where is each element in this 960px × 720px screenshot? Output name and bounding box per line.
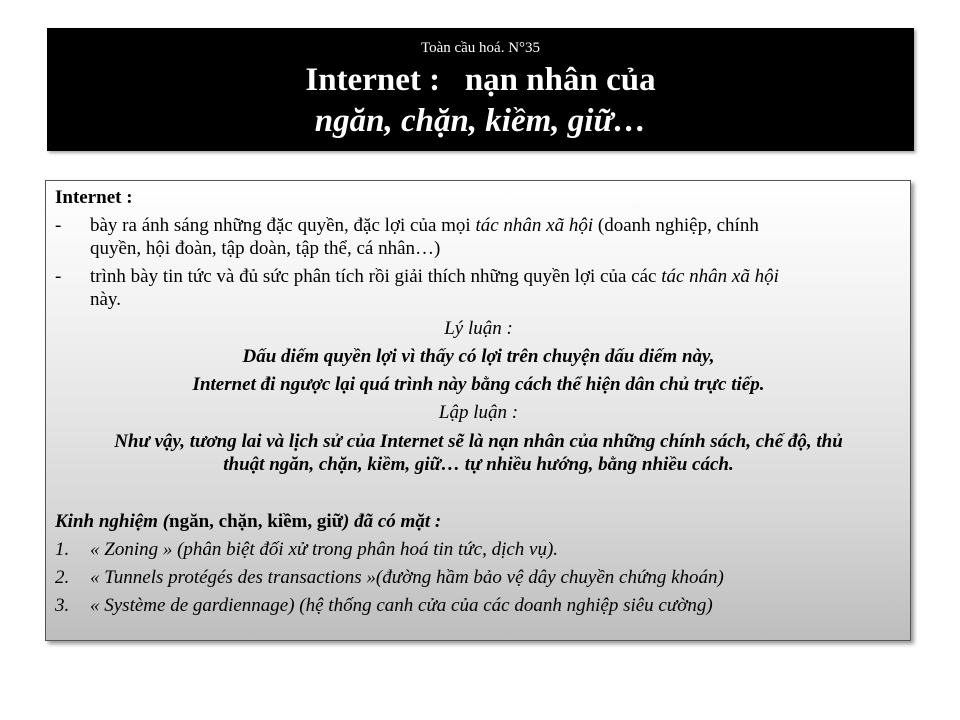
bullet-2-line-2: này. [90,289,121,310]
argument-line-2: thuật ngăn, chặn, kiềm, giữ… tự nhiều hướng, bằng nhiều cách. [223,454,734,475]
bullet-marker: - [55,266,62,287]
argument-line-1: Như vậy, tương lai và lịch sử của Internet sẽ là nạn nhân của những chính sách, chế độ, thủ [114,431,843,452]
experience-text-a: Kinh nghiệm ( [55,511,170,532]
reasoning-label: Lý luận : [444,318,513,339]
experience-text-c: ) đã có mặt : [343,511,442,532]
content-panel [45,180,911,641]
numbered-item-2: « Tunnels protégés des transactions »(đường hầm bảo vệ dây chuyền chứng khoán) [90,567,724,588]
numbered-marker: 3. [55,595,70,616]
experience-text-b: ngăn, chặn, kiềm, giữ [169,511,344,532]
experience-heading [55,510,902,533]
reasoning-line-2: Internet đi ngược lại quá trình này bằng cách thể hiện dân chủ trực tiếp. [192,374,765,395]
bullet-1-text-a: bày ra ánh sáng những đặc quyền, đặc lợi của mọi [90,215,476,236]
numbered-item-1: « Zoning » (phân biệt đối xử trong phân hoá tin tức, dịch vụ). [90,539,559,560]
numbered-marker: 1. [55,539,70,560]
bullet-2-line-1 [90,265,902,288]
numbered-marker: 2. [55,567,70,588]
bullet-1-emphasis: tác nhân xã hội [475,215,594,236]
bullet-2-text-a: trình bày tin tức và đủ sức phân tích rồi giải thích những quyền lợi của các [90,266,662,287]
bullet-marker: - [55,215,62,236]
bullet-1-text-b: (doanh nghiệp, chính [593,215,759,236]
content-heading: Internet : [55,187,133,208]
title-line-1: Internet : nạn nhân của [305,62,656,98]
series-label: Toàn cầu hoá. N°35 [420,40,541,56]
title-banner [47,28,914,151]
bullet-1-line-1 [90,214,902,237]
title-line-2: ngăn, chặn, kiềm, giữ… [314,103,647,139]
bullet-1-line-2: quyền, hội đoàn, tập doàn, tập thể, cá nhân…) [90,238,441,259]
argument-label: Lập luận : [438,402,519,423]
reasoning-line-1: Dấu diếm quyền lợi vì thấy có lợi trên chuyện dấu diếm này, [242,346,715,367]
numbered-item-3: « Système de gardiennage) (hệ thống canh cửa của các doanh nghiệp siêu cường) [90,595,713,616]
bullet-2-emphasis: tác nhân xã hội [661,266,779,287]
